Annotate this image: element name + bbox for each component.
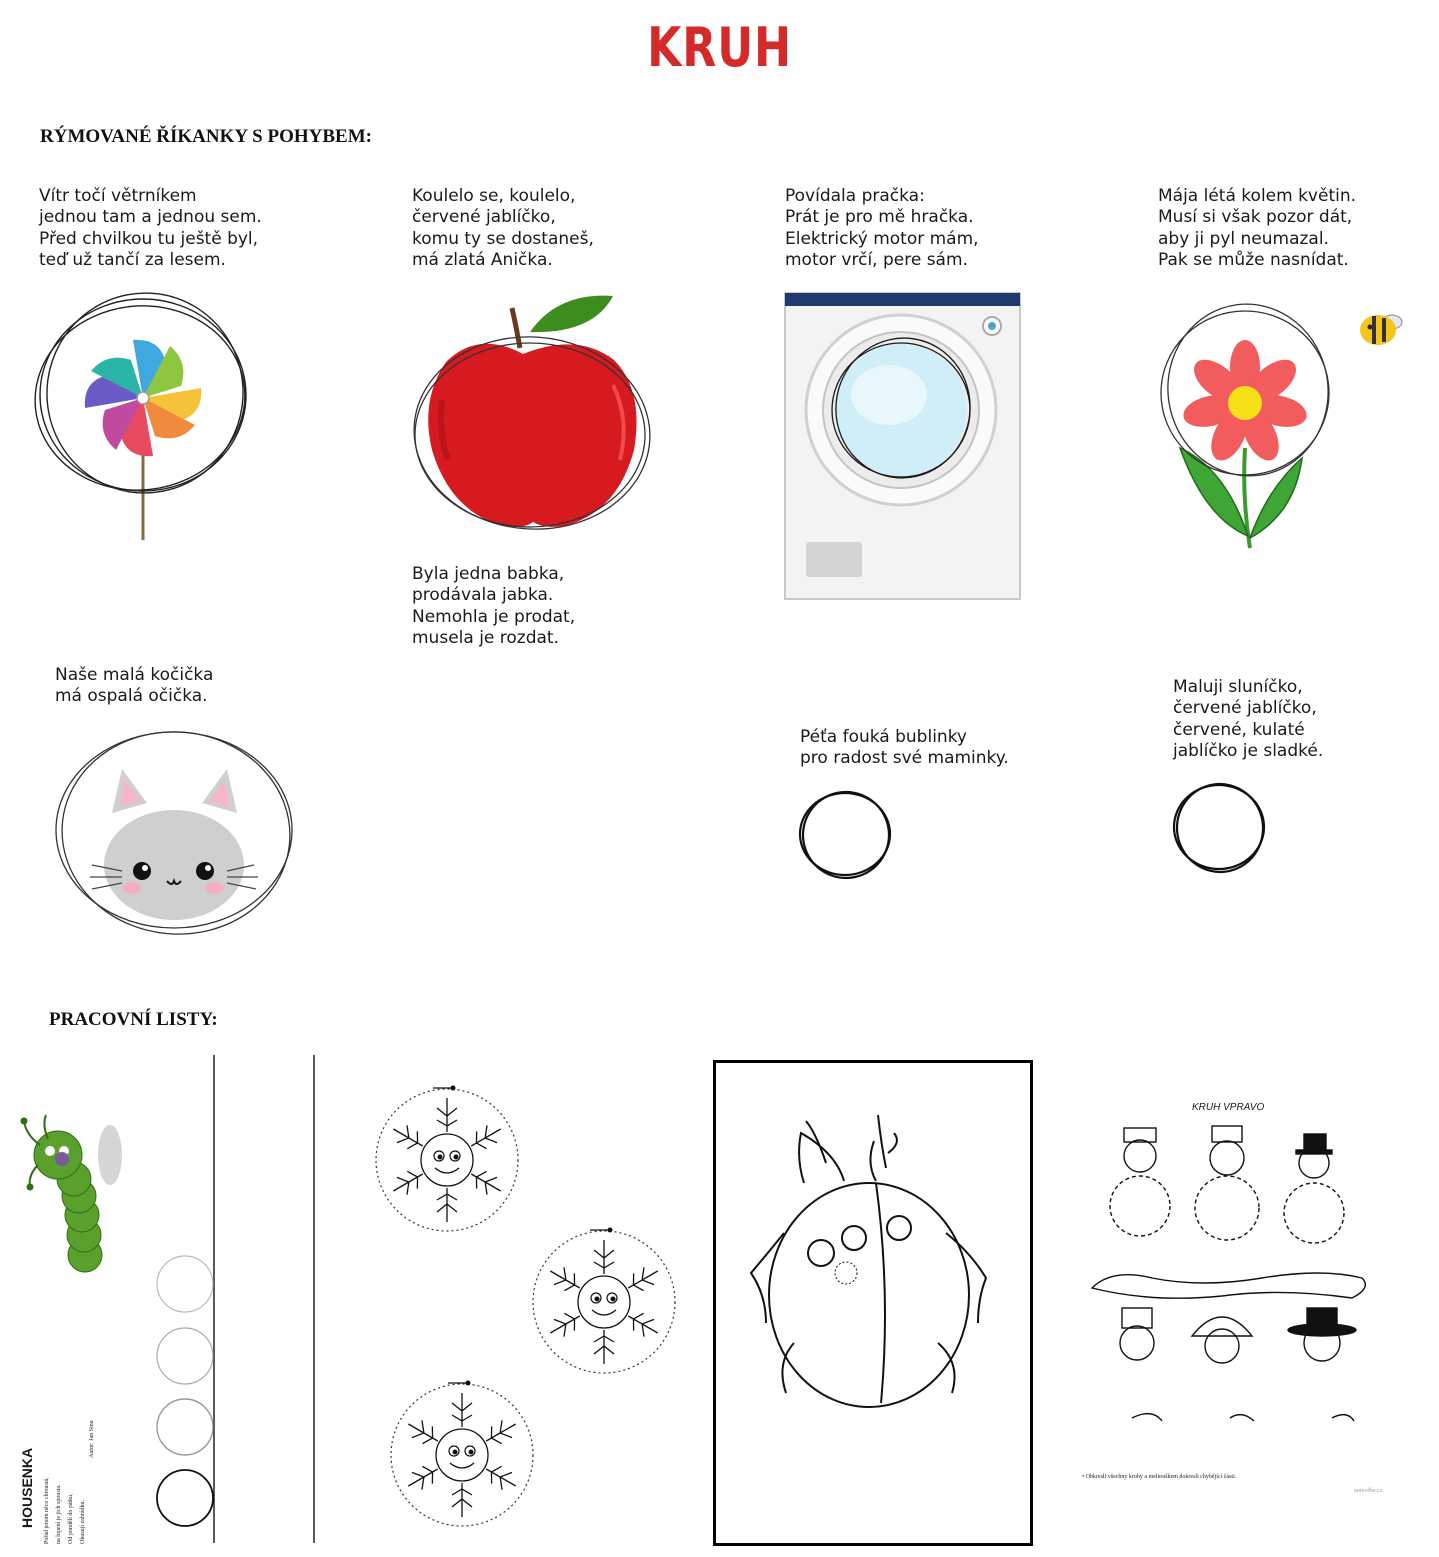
worksheet-ladybug (713, 1060, 1033, 1546)
poem-line: Péťa fouká bublinky (800, 727, 967, 747)
snowmen-title: KRUH VPRAVO (1192, 1102, 1265, 1113)
poem-line: červené jablíčko, (412, 207, 556, 228)
worksheet-snowmen (1082, 1098, 1382, 1518)
washing-machine-illustration (784, 292, 1022, 601)
poem-line: červené jablíčko, (1173, 698, 1317, 719)
poem-line: Byla jedna babka, (412, 564, 565, 584)
poem-line: Prát je pro mě hračka. (785, 207, 974, 228)
sun-circle (1172, 782, 1272, 874)
poem-line: pro radost své maminky. (800, 748, 1009, 769)
snowmen-instruction: • Obkresli všechny kruhy a meltouškem dokresli chybějící části. (1082, 1474, 1237, 1480)
verse-line: Od pondělí do pátku, (68, 1493, 74, 1544)
poem-line: Musí si však pozor dát, (1158, 207, 1353, 228)
verse-line: Pořád jenom něco chroustá, (44, 1477, 50, 1544)
housenka-title: HOUSENKA (19, 1447, 35, 1528)
poem-line: má ospalá očička. (55, 686, 208, 707)
housenka-verse (41, 1414, 89, 1544)
poem-bubbles (800, 727, 1009, 770)
flower-illustration (1150, 298, 1410, 558)
apple-illustration (408, 290, 658, 535)
poem-line: Naše malá kočička (55, 665, 214, 685)
poem-babka (412, 564, 575, 650)
poem-apple (412, 186, 594, 272)
poem-line: Povídala pračka: (785, 186, 925, 206)
poem-line: Pak se může nasnídat. (1158, 250, 1349, 271)
rhymes-heading: RÝMOVANÉ ŘÍKANKY S POHYBEM: (40, 126, 372, 147)
poem-line: prodávala jabka. (412, 585, 554, 606)
poem-line: Maluji sluníčko, (1173, 677, 1303, 697)
worksheets-heading: PRACOVNÍ LISTY: (49, 1009, 218, 1030)
poem-line: Nemohla je prodat, (412, 606, 576, 627)
worksheet-housenka (12, 1055, 317, 1545)
verse-line: na lupení je jich spousta. (56, 1484, 62, 1544)
poem-bee (1158, 186, 1356, 272)
snowflake-sun (391, 1381, 533, 1527)
snowflake-sun (533, 1228, 675, 1374)
poem-line: Mája létá kolem květin. (1158, 186, 1357, 206)
verse-line: Okusují zahrádku. (80, 1500, 86, 1544)
cat-illustration (52, 725, 300, 937)
snowmen-credit: notevěbe.cz (1354, 1488, 1383, 1494)
housenka-author: Autor: Jan Sinu (89, 1420, 95, 1458)
caterpillar-illustration (21, 1115, 123, 1272)
poem-pinwheel (39, 186, 262, 272)
poem-line: teď už tančí za lesem. (39, 250, 226, 271)
poem-line: komu ty se dostaneš, (412, 228, 594, 249)
page-title: KRUH (647, 16, 792, 79)
pinwheel-blades (85, 340, 201, 456)
poem-cat (55, 665, 213, 708)
poem-line: Koulelo se, koulelo, (412, 186, 576, 206)
pinwheel-illustration (30, 290, 260, 545)
poem-line: motor vrčí, pere sám. (785, 250, 968, 271)
worksheet-snowflakes (370, 1080, 690, 1540)
poem-line: musela je rozdat. (412, 628, 559, 649)
poem-line: má zlatá Anička. (412, 250, 553, 271)
poem-line: červené, kulaté (1173, 719, 1305, 740)
poem-sun (1173, 677, 1323, 763)
bubble-circle (798, 790, 898, 880)
poem-washer (785, 186, 979, 272)
poem-line: Před chvilkou tu ještě byl, (39, 228, 259, 249)
poem-line: Vítr točí větrníkem (39, 186, 197, 206)
bee-icon (1360, 315, 1402, 345)
snowflake-sun (376, 1086, 518, 1232)
poem-line: jablíčko je sladké. (1173, 741, 1324, 762)
poem-line: aby ji pyl neumazal. (1158, 228, 1329, 249)
poem-line: jednou tam a jednou sem. (39, 207, 262, 228)
poem-line: Elektrický motor mám, (785, 228, 979, 249)
